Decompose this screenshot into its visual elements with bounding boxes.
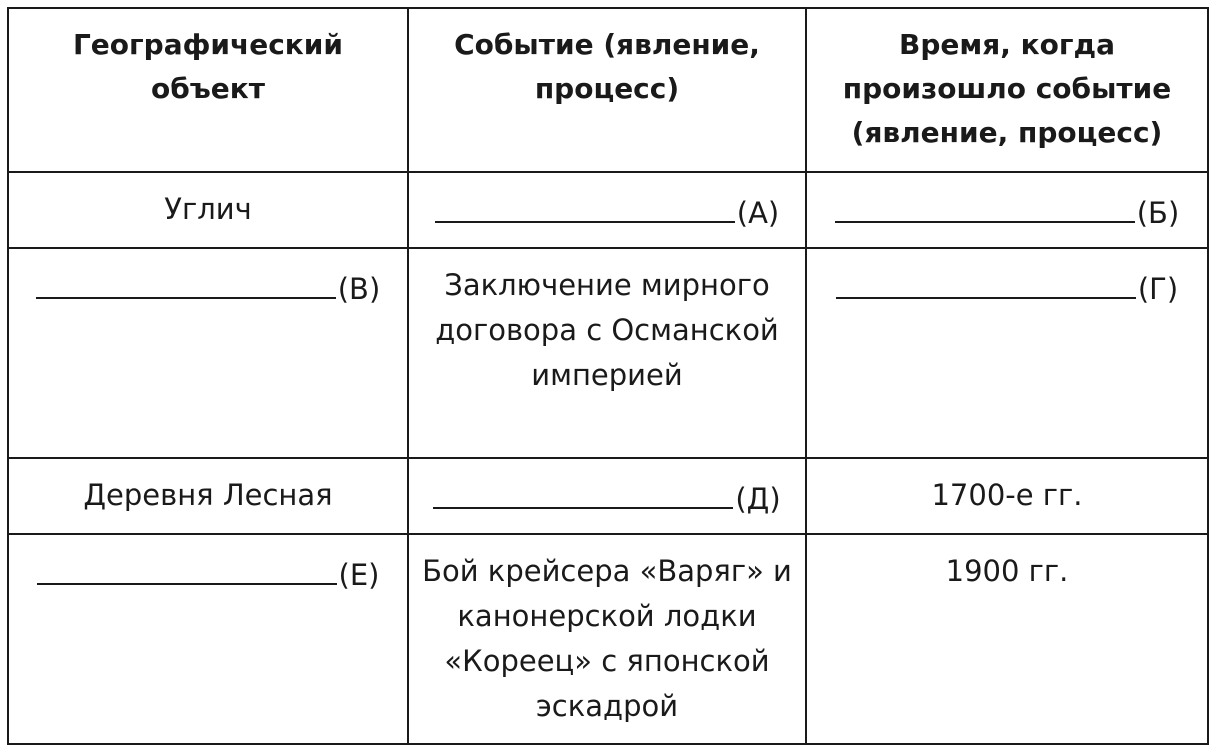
blank-label: (В)	[337, 272, 381, 306]
answer-blank	[36, 263, 381, 312]
cell-event	[408, 172, 806, 248]
table-row	[8, 458, 1208, 534]
answer-blank	[37, 549, 380, 598]
event-text: Бой крейсера «Варяг» и канонерской лодки «Кореец» с японской эскадрой	[422, 554, 792, 723]
cell-object	[8, 458, 408, 534]
events-table	[7, 7, 1209, 745]
blank-label: (Б)	[1136, 196, 1180, 230]
cell-event	[408, 248, 806, 458]
answer-blank	[835, 187, 1180, 236]
cell-time	[806, 248, 1208, 458]
answer-blank	[836, 263, 1178, 312]
blank-label: (Д)	[735, 482, 781, 516]
object-text: Деревня Лесная	[83, 478, 333, 512]
blank-label: (Г)	[1137, 272, 1179, 306]
cell-time	[806, 458, 1208, 534]
time-text: 1700-е гг.	[931, 478, 1083, 512]
header-row	[8, 8, 1208, 172]
table-row	[8, 248, 1208, 458]
object-text: Углич	[164, 192, 252, 226]
answer-blank	[433, 473, 780, 522]
blank-label: (Е)	[338, 558, 380, 592]
cell-event	[408, 458, 806, 534]
answer-blank	[435, 187, 779, 236]
cell-object	[8, 172, 408, 248]
table-row	[8, 172, 1208, 248]
blank-label: (А)	[736, 196, 780, 230]
header-event: Событие (явление, процесс)	[408, 8, 806, 172]
cell-time	[806, 534, 1208, 744]
cell-event	[408, 534, 806, 744]
blank-line	[36, 263, 336, 299]
cell-time	[806, 172, 1208, 248]
cell-object	[8, 248, 408, 458]
blank-line	[435, 187, 735, 223]
header-geographic-object: Географический объект	[8, 8, 408, 172]
cell-object	[8, 534, 408, 744]
event-text: Заключение мирного договора с Османской империей	[435, 268, 779, 392]
blank-line	[835, 187, 1135, 223]
blank-line	[37, 549, 337, 585]
table-row	[8, 534, 1208, 744]
blank-line	[433, 473, 733, 509]
header-time: Время, когда произошло событие (явление, процесс)	[806, 8, 1208, 172]
time-text: 1900 гг.	[945, 554, 1069, 588]
blank-line	[836, 263, 1136, 299]
